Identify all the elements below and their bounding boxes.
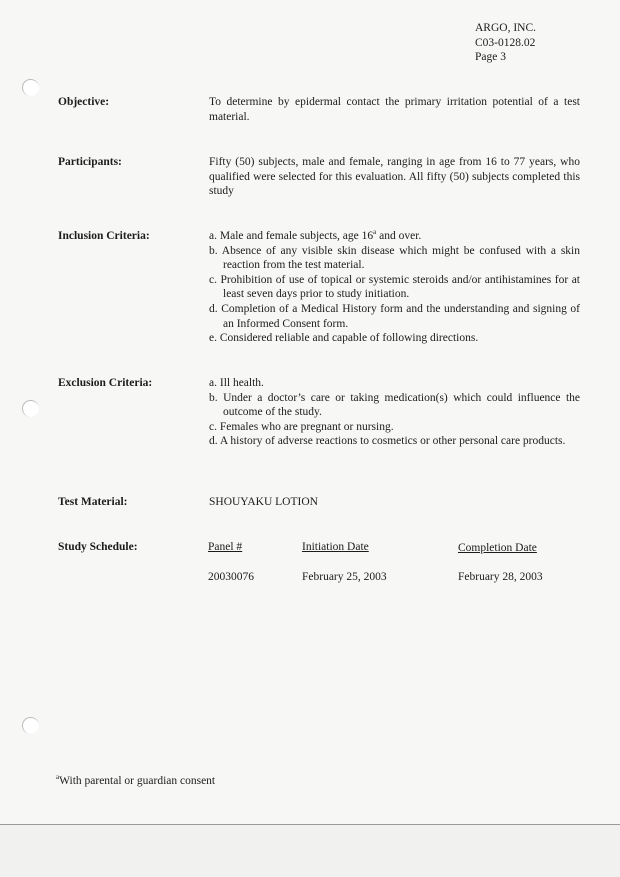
list-item: [209, 391, 580, 420]
list-item-text: Absence of any visible skin disease which might be confused with a skin reaction from the test material.: [221, 244, 580, 272]
list-item-text: and over.: [376, 230, 422, 242]
list-item: [209, 376, 580, 391]
list-item: [209, 229, 580, 244]
punch-hole-top: [22, 79, 39, 96]
page-header: [475, 21, 536, 65]
list-marker: a.: [209, 230, 217, 242]
footnote: [56, 774, 215, 789]
company-name: ARGO, INC.: [475, 22, 537, 34]
footnote-marker: a: [373, 228, 377, 237]
list-item-text: Male and female subjects, age 16: [219, 230, 374, 242]
list-item: [209, 434, 580, 449]
schedule-header-completion: Completion Date: [458, 542, 537, 554]
exclusion-criteria-label: Exclusion Criteria:: [58, 377, 153, 389]
exclusion-criteria-list: [209, 376, 580, 449]
schedule-header-initiation: Initiation Date: [302, 541, 369, 553]
list-item: [209, 273, 580, 302]
test-material-value: SHOUYAKU LOTION: [209, 496, 318, 508]
punch-hole-bottom: [22, 717, 39, 734]
study-schedule-label: Study Schedule:: [58, 541, 138, 553]
footnote-marker: a: [56, 773, 60, 782]
list-item-text: Ill health.: [219, 377, 264, 389]
list-marker: c.: [209, 420, 217, 433]
list-marker: b.: [209, 244, 218, 257]
participants-text: Fifty (50) subjects, male and female, ranging in age from 16 to 77 years, who qualified were selected for this evaluation. All fifty (50) subjects completed this study: [209, 156, 580, 198]
list-item: [209, 331, 580, 346]
punch-hole-middle: [22, 400, 39, 417]
list-item-text: A history of adverse reactions to cosmetics or other personal care products.: [219, 435, 566, 448]
list-item-text: Females who are pregnant or nursing.: [219, 420, 394, 433]
list-marker: a.: [209, 377, 217, 389]
objective-text: To determine by epidermal contact the primary irritation potential of a test material.: [209, 96, 580, 123]
page-number: Page 3: [475, 51, 506, 64]
schedule-initiation-value: February 25, 2003: [302, 571, 387, 583]
list-item-text: Under a doctor’s care or taking medication(s) which could influence the outcome of the study.: [223, 391, 581, 419]
list-item: [209, 244, 580, 273]
list-item-text: Completion of a Medical History form and the understanding and signing of an Informed Consent form.: [221, 302, 580, 330]
list-marker: b.: [209, 391, 218, 404]
inclusion-criteria-label: Inclusion Criteria:: [58, 230, 150, 242]
footnote-text: With parental or guardian consent: [59, 775, 216, 787]
participants-label: Participants:: [58, 156, 122, 168]
list-marker: d.: [209, 435, 218, 448]
objective-label: Objective:: [58, 96, 110, 108]
list-marker: c.: [209, 273, 217, 286]
list-item: [209, 420, 580, 435]
schedule-completion-value: February 28, 2003: [458, 571, 543, 583]
list-item: [209, 302, 580, 331]
scan-margin: [0, 825, 620, 877]
inclusion-criteria-list: [209, 229, 580, 346]
schedule-header-panel: Panel #: [208, 541, 243, 553]
test-material-label: Test Material:: [58, 496, 128, 508]
list-item-text: Considered reliable and capable of following directions.: [219, 332, 479, 345]
schedule-panel-value: 20030076: [208, 571, 254, 583]
list-item-text: Prohibition of use of topical or systemic steroids and/or antihistamines for at least seven days prior to study initiation.: [220, 273, 580, 301]
list-marker: e.: [209, 332, 217, 345]
list-marker: d.: [209, 302, 218, 315]
document-number: C03-0128.02: [475, 36, 536, 49]
